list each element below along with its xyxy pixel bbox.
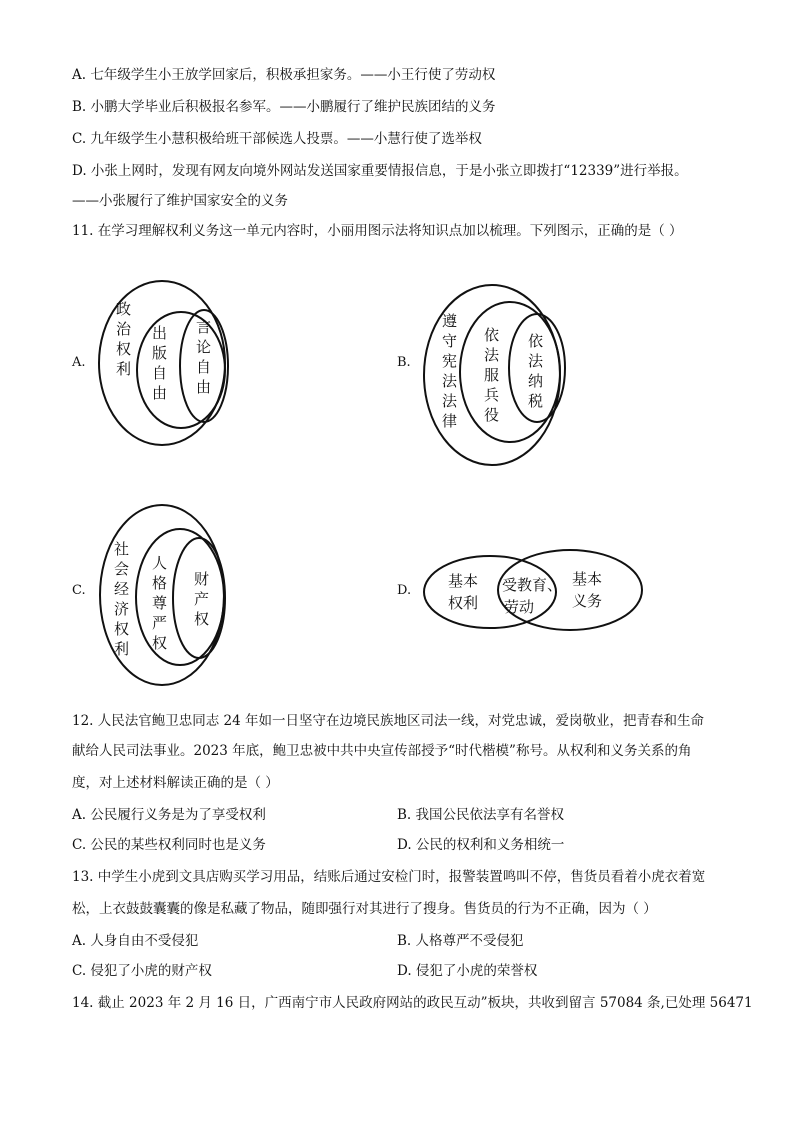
diagram-b-outer-char: 法 <box>442 392 458 410</box>
diagram-a-middle-char: 由 <box>152 384 168 402</box>
diagram-b-inner-char: 纳 <box>528 372 544 390</box>
diagram-c-outer-char: 权 <box>114 620 130 638</box>
diagram-c-outer-char: 社 <box>114 540 130 558</box>
diagram-b-outer-char: 守 <box>442 332 458 350</box>
diagram-c-middle-char: 格 <box>152 574 168 592</box>
q12-stem-line-2: 献给人民司法事业。2023 年底，鲍卫忠被中共中央宣传部授予“时代楷模”称号。从权利和义务关系的角 <box>72 743 692 759</box>
diagram-c-inner-char: 财 <box>194 570 210 588</box>
diagram-d-center-text: 劳动 <box>504 598 535 616</box>
diagram-b-outer-char: 律 <box>442 412 458 430</box>
q10-option-c: C. 九年级学生小慧积极给班干部候选人投票。——小慧行使了选举权 <box>72 131 482 147</box>
diagram-c-outer-char: 济 <box>114 600 130 618</box>
q12-option-a: A. 公民履行义务是为了享受权利 <box>72 807 266 823</box>
diagram-d <box>420 544 650 640</box>
diagram-a-inner-char: 论 <box>196 338 212 356</box>
diagram-c-inner-char: 权 <box>194 610 210 628</box>
diagram-b-middle-char: 服 <box>484 366 500 384</box>
diagram-c-middle-char: 尊 <box>152 594 168 612</box>
diagram-a-inner-char: 言 <box>196 318 212 336</box>
diagram-d-right-text: 义务 <box>572 592 603 610</box>
q11-label-d: D. <box>397 583 412 598</box>
diagram-d-left-text: 权利 <box>448 594 479 612</box>
diagram-d-center-text: 受教育、 <box>502 576 563 594</box>
diagram-a-outer-char: 权 <box>116 340 132 358</box>
q13-option-b: B. 人格尊严不受侵犯 <box>397 933 524 949</box>
diagram-b-middle-char: 法 <box>484 346 500 364</box>
q10-option-d: D. 小张上网时，发现有网友向境外网站发送国家重要情报信息，于是小张立即拨打“12339”进行举报。 <box>72 163 688 179</box>
diagram-c-outer-char: 会 <box>114 560 130 578</box>
diagram-c-outer-char: 利 <box>114 640 130 658</box>
diagram-a-middle-char: 出 <box>152 324 168 342</box>
q12-stem-line-3: 度，对上述材料解读正确的是（ ） <box>72 775 279 791</box>
q12-option-c: C. 公民的某些权利同时也是义务 <box>72 837 266 853</box>
diagram-d-left-text: 基本 <box>448 572 479 590</box>
q11-label-c: C. <box>72 583 86 598</box>
q13-option-c: C. 侵犯了小虎的财产权 <box>72 963 212 979</box>
q13-stem-line-1: 13. 中学生小虎到文具店购买学习用品，结账后通过安检门时，报警装置鸣叫不停，售货员看着小虎衣着宽 <box>72 869 706 885</box>
q12-stem-line-1: 12. 人民法官鲍卫忠同志 24 年如一日坚守在边境民族地区司法一线，对党忠诚，爱岗敬业，把青春和生命 <box>72 713 705 729</box>
diagram-c-middle-ellipse <box>136 529 224 665</box>
diagram-b-outer-char: 法 <box>442 372 458 390</box>
diagram-b-middle-char: 役 <box>484 406 500 424</box>
diagram-d-right-text: 基本 <box>572 570 603 588</box>
diagram-a-inner-char: 自 <box>196 358 212 376</box>
q10-option-b: B. 小鹏大学毕业后积极报名参军。——小鹏履行了维护民族团结的义务 <box>72 99 496 115</box>
q13-stem-line-2: 松，上衣鼓鼓囊囊的像是私藏了物品，随即强行对其进行了搜身。售货员的行为不正确，因为（ ） <box>72 901 657 917</box>
diagram-a <box>96 278 246 448</box>
diagram-a-outer-char: 政 <box>116 300 132 318</box>
diagram-b-outer-char: 遵 <box>442 312 458 330</box>
diagram-c-inner-char: 产 <box>194 590 210 608</box>
diagram-a-middle-char: 版 <box>152 344 168 362</box>
diagram-a-outer-char: 治 <box>116 320 132 338</box>
diagram-a-middle-char: 自 <box>152 364 168 382</box>
q11-label-a: A. <box>72 355 86 370</box>
diagram-b-middle-char: 兵 <box>484 386 500 404</box>
q11-stem: 11. 在学习理解权利义务这一单元内容时，小丽用图示法将知识点加以梳理。下列图示，正确的是（ ） <box>72 223 683 239</box>
diagram-b <box>420 280 580 470</box>
q11-label-b: B. <box>397 355 411 370</box>
diagram-c-middle-char: 严 <box>152 614 168 632</box>
q13-option-a: A. 人身自由不受侵犯 <box>72 933 199 949</box>
q14-stem-line-1: 14. 截止 2023 年 2 月 16 日，广西南宁市人民政府网站的政民互动”板块，共收到留言 57084 条,已处理 56471 <box>72 995 753 1011</box>
q10-option-d-continued: ——小张履行了维护国家安全的义务 <box>72 193 288 209</box>
diagram-a-inner-char: 由 <box>196 378 212 396</box>
q12-option-d: D. 公民的权利和义务相统一 <box>397 837 565 853</box>
q12-option-b: B. 我国公民依法享有名誉权 <box>397 807 565 823</box>
diagram-c-middle-char: 权 <box>152 634 168 652</box>
diagram-c <box>96 502 246 692</box>
diagram-c-middle-char: 人 <box>152 554 168 572</box>
q10-option-a: A. 七年级学生小王放学回家后，积极承担家务。——小王行使了劳动权 <box>72 67 496 83</box>
diagram-b-inner-char: 依 <box>528 332 544 350</box>
diagram-b-outer-char: 宪 <box>442 352 458 370</box>
diagram-a-outer-char: 利 <box>116 360 132 378</box>
q13-option-d: D. 侵犯了小虎的荣誉权 <box>397 963 538 979</box>
diagram-b-middle-char: 依 <box>484 326 500 344</box>
diagram-c-outer-char: 经 <box>114 580 130 598</box>
diagram-b-inner-char: 税 <box>528 392 544 410</box>
diagram-b-inner-char: 法 <box>528 352 544 370</box>
